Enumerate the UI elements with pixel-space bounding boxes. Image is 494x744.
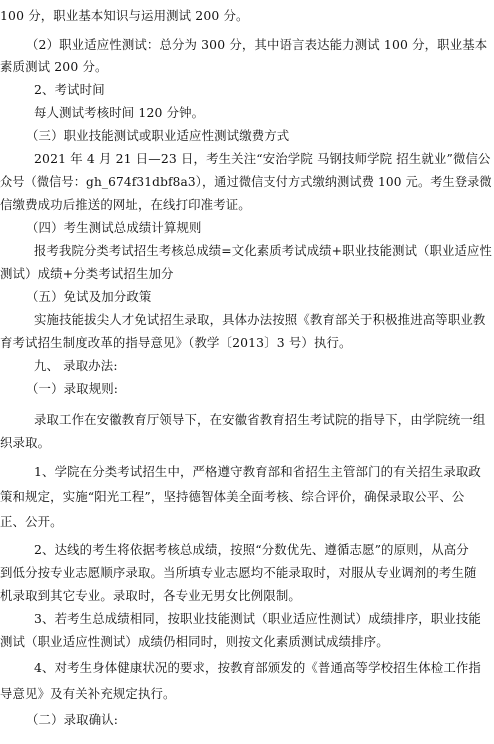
text-line: 2、考试时间 [34, 82, 105, 97]
section-heading: （四）考生测试总成绩计算规则 [26, 220, 202, 235]
text-line: 织录取。 [0, 435, 51, 450]
text-line: 众号（微信号：gh_674f31dbf8a3），通过微信支付方式缴纳测试费 100 元。考生登录微 [0, 174, 492, 189]
text-line: 报考我院分类考试招生考核总成绩=文化素质考试成绩+职业技能测试（职业适应性 [34, 243, 492, 258]
text-line: 1、学院在分类考试招生中，严格遵守教育部和省招生主管部门的有关招生录取政 [34, 464, 481, 479]
text-line: 录取工作在安徽教育厅领导下，在安徽省教育招生考试院的指导下，由学院统一组 [34, 412, 486, 427]
text-line: 到低分按专业志愿顺序录取。当所填专业志愿均不能录取时，对服从专业调剂的考生随 [0, 565, 477, 580]
text-line: 导意见》及有关补充规定执行。 [0, 686, 176, 701]
text-line: 4、对考生身体健康状况的要求，按教育部颁发的《普通高等学校招生体检工作指 [34, 660, 481, 675]
text-line: 信缴费成功后推送的网址，在线打印准考证。 [0, 197, 251, 212]
chapter-heading: 九、 录取办法: [34, 358, 118, 373]
text-line: 测试）成绩+分类考试招生加分 [0, 266, 174, 281]
text-line: 测试（职业适应性测试）成绩仍相同时，则按文化素质测试成绩排序。 [0, 634, 389, 649]
text-line: 育考试招生制度改革的指导意见》（教学〔2013〕3 号）执行。 [0, 335, 352, 350]
text-line: 2、达线的考生将依据考核总成绩，按照“分数优先、遵循志愿”的原则，从高分 [34, 542, 469, 557]
section-heading: （三）职业技能测试或职业适应性测试缴费方式 [26, 128, 290, 143]
text-line: 实施技能拔尖人才免试招生录取，具体办法按照《教育部关于积极推进高等职业教 [34, 312, 486, 327]
text-line: 正、公开。 [0, 514, 63, 529]
text-line: 3、若考生总成绩相同，按职业技能测试（职业适应性测试）成绩排序，职业技能 [34, 611, 481, 626]
text-line: 素质测试 200 分。 [0, 59, 108, 74]
section-heading: （一）录取规则: [26, 381, 119, 396]
text-line: （2）职业适应性测试：总分为 300 分，其中语言表达能力测试 100 分，职业基本 [26, 37, 488, 52]
section-heading: （二）录取确认: [26, 712, 119, 727]
text-line: 机录取到其它专业。录取时，各专业无男女比例限制。 [0, 588, 301, 603]
section-heading: （五）免试及加分政策 [26, 289, 152, 304]
text-line: 2021 年 4 月 21 日—23 日，考生关注“安治学院 马钢技师学院 招生就业”微信公 [34, 151, 491, 166]
text-line: 策和规定，实施“阳光工程”，坚持德智体美全面考核、综合评价，确保录取公平、公 [0, 489, 465, 504]
text-line: 100 分，职业基本知识与运用测试 200 分。 [0, 8, 249, 23]
text-line: 每人测试考核时间 120 分钟。 [34, 105, 205, 120]
